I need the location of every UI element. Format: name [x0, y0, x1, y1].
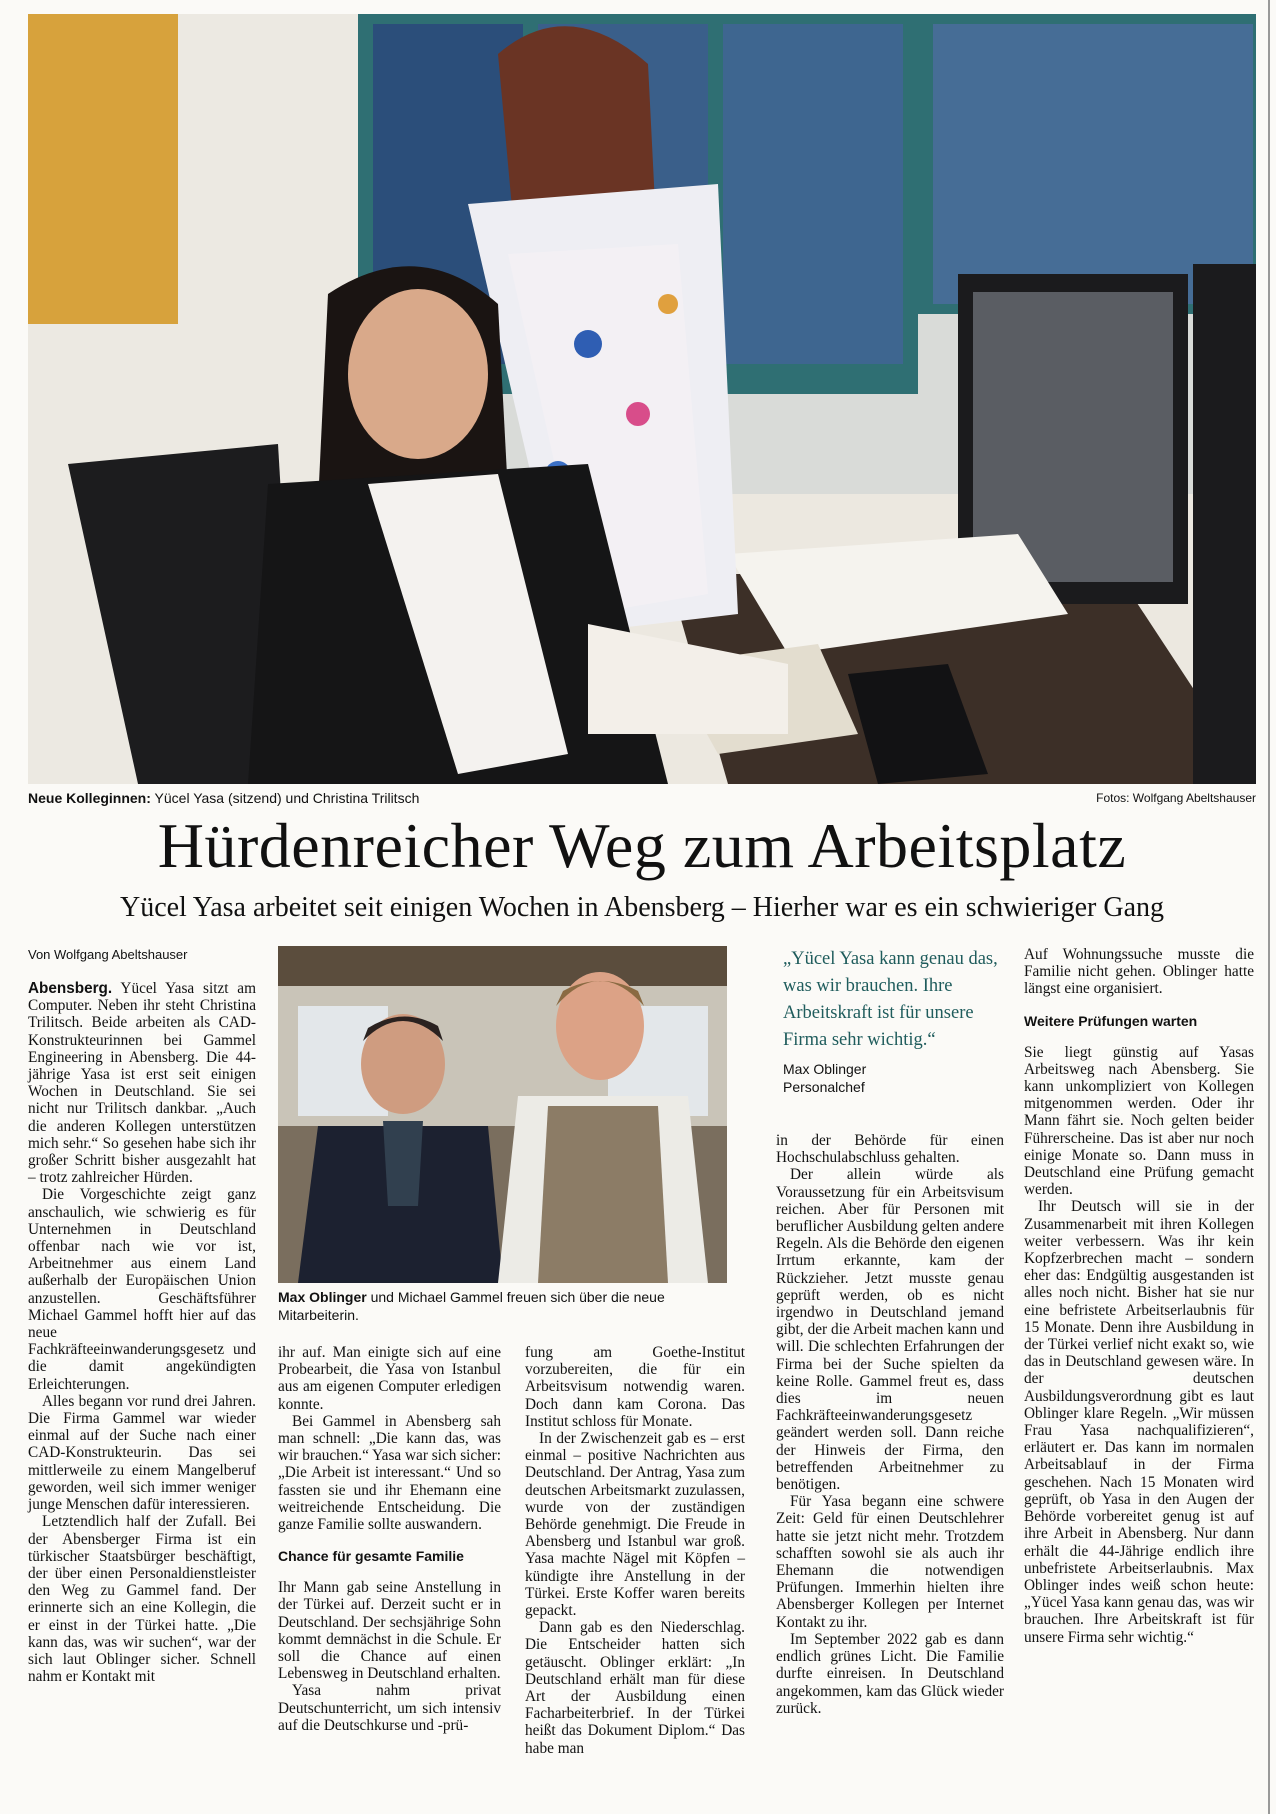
paragraph: Für Yasa begann eine schwere Zeit: Geld für einen Deutschlehrer hatte sie jetzt nicht mehr. Trotzdem schafften sowohl sie als auch ihr Ehemann die notwendigen Prüfungen. Immerhin hielten ihre Abensberger Kollegen per Internet Kontakt zu ihr.: [776, 1493, 1004, 1631]
caption-lead: Neue Kolleginnen:: [28, 790, 151, 806]
paragraph: Die Vorgeschichte zeigt ganz anschaulich, wie schwierig es für Unternehmen in Deutschland offenbar nach wie vor ist, Arbeitnehmer aus einem Land außerhalb der Europäischen Union anzustellen. Geschäftsführer Michael Gammel hofft hier auf das neue Fachkräfteeinwanderungsgesetz und die damit angekündigten Erleichterungen.: [28, 1186, 256, 1393]
main-photo: [28, 14, 1256, 784]
second-photo: [278, 946, 727, 1283]
paragraph: Ihr Deutsch will sie in der Zusammenarbeit mit ihren Kollegen weiter verbessern. Was ihr kein Kopfzerbrechen macht – sondern eher das: Endgültig ausgestanden ist alles noch nicht. Bisher hat sie nur eine befristete Arbeitserlaubnis für 15 Monate. Denn ihre Ausbildung in der Türkei verlief nicht exakt so, wie das in Deutschland gewesen wäre. In der deutschen Ausbildungsverordnung gibt es laut Oblinger klare Regeln. „Wir müssen Frau Yasa nachqualifizieren“, erläutert er. Das kann im normalen Arbeitsablauf in der Firma geschehen. Nach 15 Monaten wird geprüft, ob Yasa in den Augen der Behörde vorbereitet genug ist auf ihre Arbeit in Abensberg. Nur dann erhält die 44-Jährige endlich ihre unbefristete Arbeitserlaubnis. Max Oblinger indes weiß schon heute: „Yücel Yasa kann genau das, was wir brauchen. Ihre Arbeitskraft ist für unsere Firma sehr wichtig.“: [1024, 1198, 1254, 1646]
article-column-3: [525, 1344, 745, 1757]
byline: Von Wolfgang Abeltshauser: [28, 947, 188, 962]
caption2-text: und Michael Gammel freuen sich über die neue Mitarbeiterin.: [278, 1289, 665, 1323]
article-column-5: [1024, 946, 1254, 1646]
quote-author-name: Max Oblinger: [783, 1061, 867, 1077]
headline: Hürdenreicher Weg zum Arbeitsplatz: [157, 810, 1127, 881]
paragraph: Letztendlich half der Zufall. Bei der Abensberger Firma ist ein türkischer Staatsbürger beschäftigt, der über einen Personaldienstleister den Weg zu Gammel fand. Der erinnerte sich an eine Kollegin, die er einst in der Türkei hatte. „Die kann das, was wir suchen“, war der sich laut Oblinger sicher. Schnell nahm er Kontakt mit: [28, 1513, 256, 1686]
paragraph: [28, 980, 256, 1186]
article-column-4: [776, 1132, 1004, 1717]
subhead: Weitere Prüfungen warten: [1024, 1012, 1198, 1029]
article-column-2: [278, 1344, 501, 1800]
article-column-1: [28, 946, 256, 1685]
paragraph: Alles begann vor rund drei Jahren. Die Firma Gammel war wieder einmal auf der Suche nach einer CAD-Konstrukteurin. Das sei mittlerweile zu einem Mangelberuf geworden, weil sich immer weniger junge Menschen dafür interessieren.: [28, 1392, 256, 1514]
paragraph: fung am Goethe-Institut vorzubereiten, die für ein Arbeitsvisum notwendig waren. Doch dann kam Corona. Das Institut schloss für Monate.: [525, 1344, 745, 1430]
quote-author-role: Personalchef: [783, 1079, 865, 1095]
quote-author: [783, 1060, 1003, 1096]
paragraph: Auf Wohnungssuche musste die Familie nicht gehen. Oblinger hatte längst eine organisiert.: [1024, 946, 1254, 998]
paragraph: ihr auf. Man einigte sich auf eine Probearbeit, die Yasa von Istanbul aus am eigenen Computer erledigen konnte.: [278, 1344, 501, 1413]
caption2-lead: Max Oblinger: [278, 1289, 367, 1305]
paragraph: Dann gab es den Niederschlag. Die Entscheider hatten sich getäuscht. Oblinger erklärt: „In Deutschland erhält man für diese Art der Ausbildung einen Facharbeiterbrief. In der Türkei heißt das Dokument Diplom.“ Das habe man: [525, 1619, 745, 1757]
paragraph: Ihr Mann gab seine Anstellung in der Türkei auf. Derzeit sucht er in Deutschland. Der sechsjährige Sohn kommt demnächst in die Schule. Er soll die Chance auf einen Lebensweg in Deutschland erhalten.: [278, 1579, 501, 1683]
second-photo-caption: [278, 1288, 727, 1324]
quote-text: „Yücel Yasa kann genau das, was wir brauchen. Ihre Arbeitskraft ist für unsere Firma sehr wichtig.“: [783, 949, 998, 1050]
caption-text: Yücel Yasa (sitzend) und Christina Trilitsch: [150, 790, 420, 806]
paragraph: Sie liegt günstig auf Yasas Arbeitsweg nach Abensberg. Sie kann unkompliziert von Kollegen mitgenommen werden. Oder ihr Mann fährt sie. Noch gelten beider Führerscheine. Das ist aber nur noch einige Monate so. Dann muss in Deutschland eine Prüfung gemacht werden.: [1024, 1043, 1254, 1199]
paragraph: in der Behörde für einen Hochschulabschluss gehalten.: [776, 1132, 1004, 1167]
paragraph-text: Yücel Yasa sitzt am Computer. Neben ihr steht Christina Trilitsch. Beide arbeiten als CAD-Konstrukteurinnen bei Gammel Engineering in Abensberg. Die 44-jährige Yasa ist erst seit einigen Wochen in Deutschland. Sie sei nicht nur Trilitsch dankbar. „Auch die anderen Kollegen unterstützen mich sehr.“ So gesehen habe sich ihr großer Schritt bisher ausgezahlt hat – trotz zahlreicher Hürden.: [28, 980, 256, 1187]
subheadline: Yücel Yasa arbeitet seit einigen Wochen in Abensberg – Hierher war es ein schwieriger Gang: [119, 892, 1165, 923]
paragraph: Der allein würde als Voraussetzung für ein Arbeitsvisum reichen. Aber für Personen mit beruflicher Ausbildung gelten andere Regeln. Als die Behörde den eigenen Irrtum erkannte, kam der Rückzieher. Jetzt musste genau geprüft werden, ob es nicht irgendwo in Deutschland jemand gibt, der die Arbeit machen kann und will. Die schlechten Erfahrungen der Firma bei der Suche spielten da keine Rolle. Gammel freut es, dass dies im neuen Fachkräfteeinwanderungsgesetz geändert werden soll. Dann reiche der Hinweis der Firma, den betreffenden Arbeitnehmer zu benötigen.: [776, 1166, 1004, 1494]
main-photo-caption: [28, 788, 1256, 808]
dateline: Abensberg.: [28, 980, 113, 997]
paragraph: Bei Gammel in Abensberg sah man schnell: „Die kann das, was wir brauchen.“ Yasa war sich sicher: „Die Arbeit ist interessant.“ Und so fassten sie und ihr Ehemann eine weitreichende Entscheidung. Die ganze Familie sollte auswandern.: [278, 1412, 502, 1534]
pull-quote: [783, 946, 1003, 1096]
column-rule: [1268, 0, 1270, 1814]
subhead: Chance für gesamte Familie: [278, 1548, 464, 1565]
photo-credit: Fotos: Wolfgang Abeltshauser: [1096, 791, 1256, 805]
paragraph: Im September 2022 gab es dann endlich grünes Licht. Die Familie durfte einreisen. In Deutschland angekommen, kam das Glück wieder zurück.: [776, 1630, 1004, 1717]
paragraph: Yasa nahm privat Deutschunterricht, um sich intensiv auf die Deutschkurse und -prü-: [278, 1682, 501, 1734]
paragraph: In der Zwischenzeit gab es – erst einmal – positive Nachrichten aus Deutschland. Der Antrag, Yasa zum deutschen Arbeitsmarkt zuzulassen, wurde von der zuständigen Behörde genehmigt. Die Freude in Abensberg und Istanbul war groß. Yasa machte Nägel mit Köpfen – kündigte ihre Anstellung in der Türkei. Erste Koffer waren bereits gepackt.: [525, 1430, 745, 1620]
